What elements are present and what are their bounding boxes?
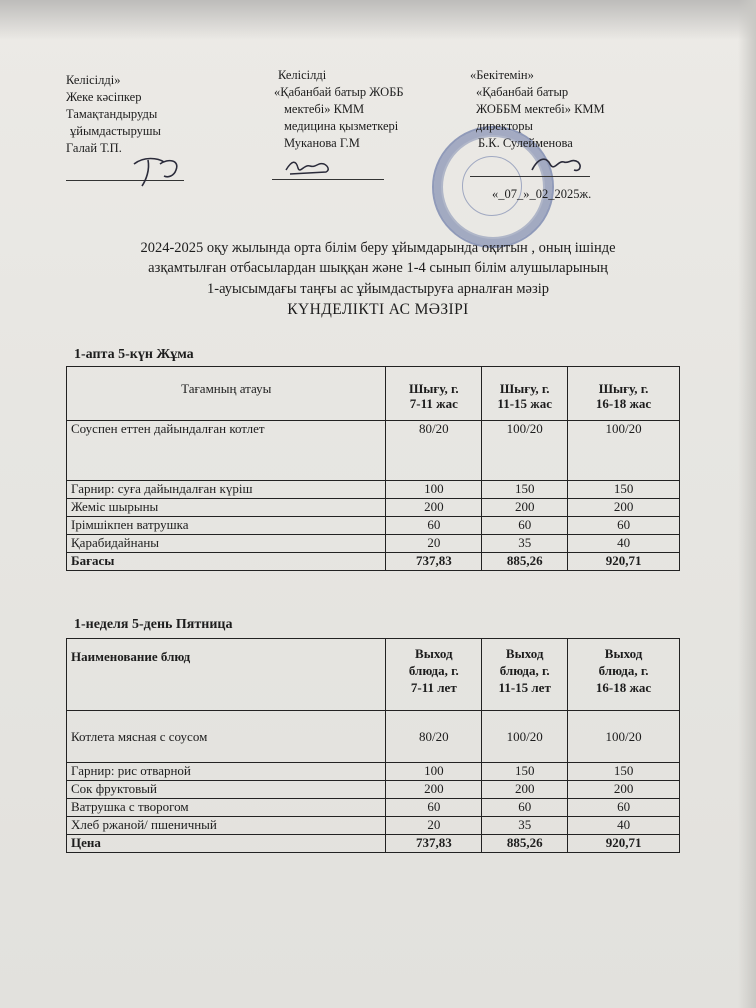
portion-cell: 40 xyxy=(568,817,680,835)
table-header-cell: Шығу, г. 11-15 жас xyxy=(482,367,568,421)
header-right-line: «Бекітемін» xyxy=(470,68,534,82)
table-header-cell: Шығу, г. 16-18 жас xyxy=(568,367,680,421)
portion-cell: 200 xyxy=(386,781,482,799)
dish-name: Ватрушка с творогом xyxy=(67,799,386,817)
portion-cell: 35 xyxy=(482,817,568,835)
header-middle-line: медицина қызметкері xyxy=(284,119,399,133)
table-header-cell: Тағамның атауы xyxy=(67,367,386,421)
total-label: Цена xyxy=(67,835,386,853)
approval-date: «_07_»_02_2025ж. xyxy=(492,187,592,201)
table-total-row xyxy=(67,553,680,571)
header-left-line: Жеке кәсіпкер xyxy=(66,90,142,104)
portion-cell: 60 xyxy=(386,517,482,535)
portion-cell: 150 xyxy=(482,763,568,781)
price-cell: 885,26 xyxy=(482,553,568,571)
portion-cell: 20 xyxy=(386,817,482,835)
menu-title-main: КҮНДЕЛІКТІ АС МӘЗІРІ xyxy=(287,301,469,318)
kz-section-heading: 1-апта 5-күн Жұма xyxy=(74,347,194,362)
dish-name: Гарнир: суға дайындалған күріш xyxy=(67,481,386,499)
page-shadow-right xyxy=(738,0,756,1008)
portion-cell: 150 xyxy=(482,481,568,499)
portion-cell: 100 xyxy=(386,763,482,781)
ru-section-heading: 1-неделя 5-день Пятница xyxy=(74,617,233,632)
header-middle-block xyxy=(274,67,404,152)
price-cell: 920,71 xyxy=(568,553,680,571)
header-right-line: Б.К. Сулейменова xyxy=(478,136,573,150)
header-left-line: Тамақтандыруды xyxy=(66,107,158,121)
signature-middle xyxy=(282,154,334,180)
table-header-cell: Шығу, г. 7-11 жас xyxy=(386,367,482,421)
header-middle-line: мектебі» КММ xyxy=(284,102,365,116)
portion-cell: 150 xyxy=(568,763,680,781)
portion-cell: 60 xyxy=(568,799,680,817)
portion-cell: 40 xyxy=(568,535,680,553)
portion-cell: 200 xyxy=(482,781,568,799)
table-row xyxy=(67,481,680,499)
signature-left xyxy=(128,150,188,188)
header-left-line: ұйымдастырушы xyxy=(70,124,161,138)
portion-cell: 35 xyxy=(482,535,568,553)
dish-name: Қарабидайнаны xyxy=(67,535,386,553)
table-header-cell: Выход блюда, г. 16-18 жас xyxy=(568,639,680,711)
price-cell: 737,83 xyxy=(386,553,482,571)
portion-cell: 200 xyxy=(386,499,482,517)
menu-title-line: азқамтылған отбасылардан шыққан және 1-4 сынып білім алушыларының xyxy=(148,260,608,276)
portion-cell: 100/20 xyxy=(482,421,568,481)
header-right-line: ЖОББМ мектебі» КММ xyxy=(476,102,605,116)
header-right-line: «Қабанбай батыр xyxy=(476,85,569,99)
kz-menu-table xyxy=(66,366,680,571)
portion-cell: 80/20 xyxy=(386,421,482,481)
table-row xyxy=(67,535,680,553)
signature-line-right xyxy=(470,176,590,177)
portion-cell: 100/20 xyxy=(568,711,680,763)
portion-cell: 200 xyxy=(482,499,568,517)
portion-cell: 200 xyxy=(568,499,680,517)
portion-cell: 60 xyxy=(482,517,568,535)
header-right-block xyxy=(470,67,605,152)
page-shadow xyxy=(0,0,756,40)
table-header-row xyxy=(67,367,680,421)
header-right-line: директоры xyxy=(476,119,533,133)
table-row xyxy=(67,781,680,799)
dish-name: Сок фруктовый xyxy=(67,781,386,799)
table-row xyxy=(67,763,680,781)
header-middle-line: Муканова Г.М xyxy=(284,136,360,150)
total-label: Бағасы xyxy=(67,553,386,571)
header-middle-line: Келісілді xyxy=(278,68,327,82)
dish-name: Хлеб ржаной/ пшеничный xyxy=(67,817,386,835)
table-header-cell: Выход блюда, г. 11-15 лет xyxy=(482,639,568,711)
table-row xyxy=(67,421,680,481)
price-cell: 920,71 xyxy=(568,835,680,853)
portion-cell: 60 xyxy=(568,517,680,535)
header-left-line: Келісілді» xyxy=(66,73,121,87)
header-left-line: Галай Т.П. xyxy=(66,141,122,155)
portion-cell: 80/20 xyxy=(386,711,482,763)
price-cell: 885,26 xyxy=(482,835,568,853)
table-header-row xyxy=(67,639,680,711)
dish-name: Котлета мясная с соусом xyxy=(67,711,386,763)
header-middle-line: «Қабанбай батыр ЖОББ xyxy=(274,85,404,99)
portion-cell: 150 xyxy=(568,481,680,499)
ru-menu-table xyxy=(66,638,680,853)
portion-cell: 100/20 xyxy=(482,711,568,763)
menu-title-line: 2024-2025 оқу жылында орта білім беру ұйымдарында оқитын , оның ішінде xyxy=(140,240,616,256)
portion-cell: 200 xyxy=(568,781,680,799)
table-row xyxy=(67,799,680,817)
portion-cell: 20 xyxy=(386,535,482,553)
table-total-row xyxy=(67,835,680,853)
portion-cell: 60 xyxy=(386,799,482,817)
menu-title-line: 1-ауысымдағы таңғы ас ұйымдастыруға арналған мәзір xyxy=(207,281,549,297)
header-left-block xyxy=(66,72,161,157)
table-header-cell: Выход блюда, г. 7-11 лет xyxy=(386,639,482,711)
dish-name: Соуспен еттен дайындалған котлет xyxy=(67,421,386,481)
table-row xyxy=(67,817,680,835)
price-cell: 737,83 xyxy=(386,835,482,853)
portion-cell: 100/20 xyxy=(568,421,680,481)
portion-cell: 100 xyxy=(386,481,482,499)
table-row xyxy=(67,711,680,763)
portion-cell: 60 xyxy=(482,799,568,817)
table-row xyxy=(67,499,680,517)
table-row xyxy=(67,517,680,535)
table-header-cell: Наименование блюд xyxy=(67,639,386,711)
dish-name: Гарнир: рис отварной xyxy=(67,763,386,781)
dish-name: Ірімшікпен ватрушка xyxy=(67,517,386,535)
dish-name: Жеміс шырыны xyxy=(67,499,386,517)
